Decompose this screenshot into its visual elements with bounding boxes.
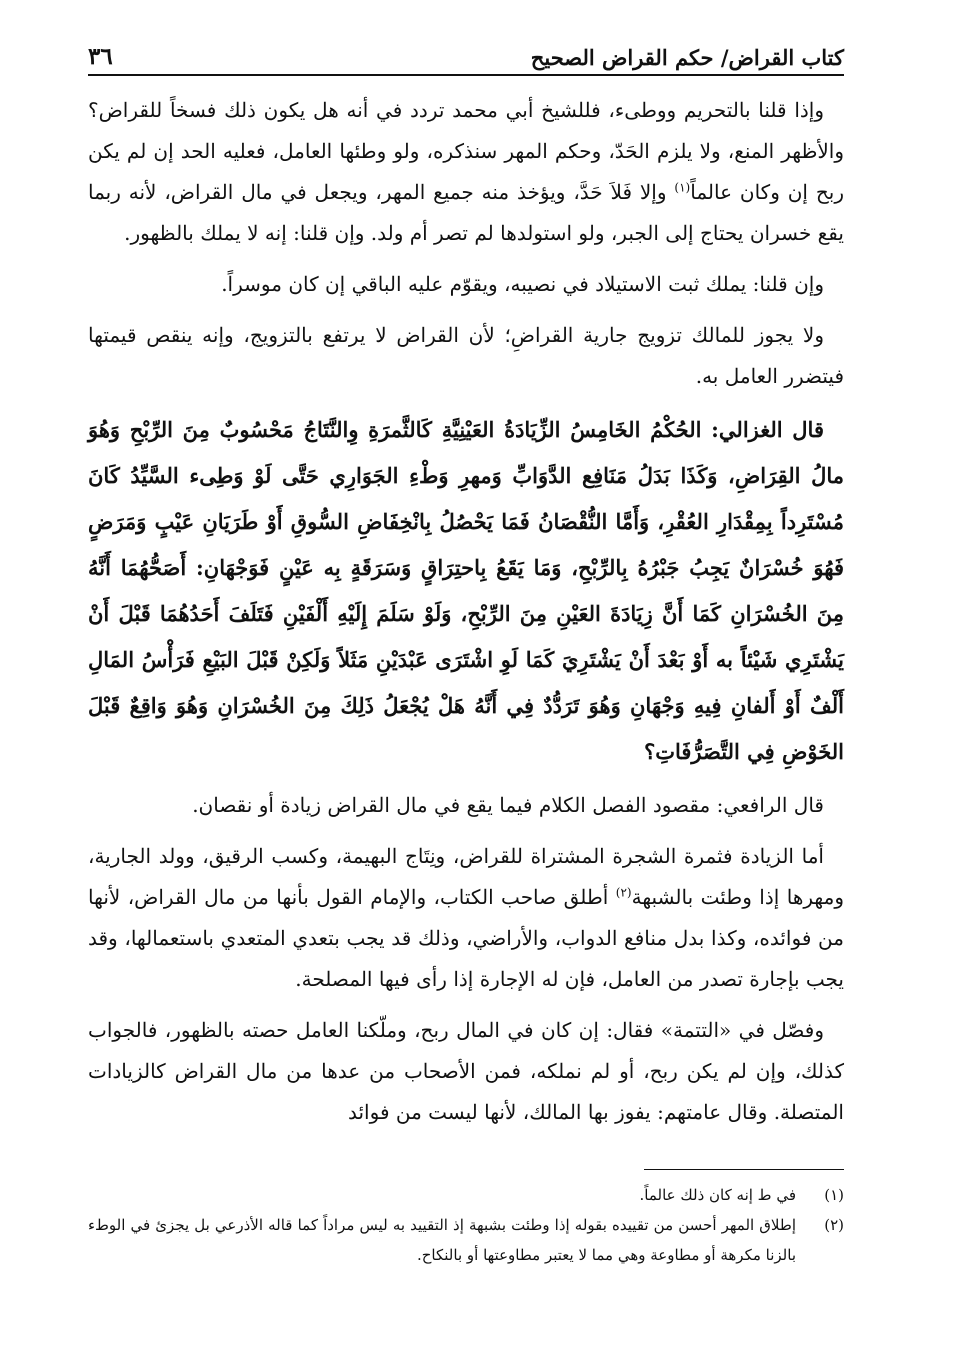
footnote-text: إطلاق المهر أحسن من تقييده بقوله إذا وطئت بشبهة إذ التقييد به ليس مراداً كما قاله الأذرعي بل يجزئ في الوطء بالزنا مكرهة أو مطاوعة وهي مما لا يعتبر مطاوعتها أو بالنكاح. — [88, 1216, 796, 1264]
footnote — [88, 1180, 844, 1210]
footnote-marker: (١) — [674, 180, 691, 195]
footnote-number: (٢) — [824, 1216, 844, 1234]
footnote-marker: (٢) — [615, 885, 632, 900]
ghazali-quote: قال الغزالي: الحُكْمُ الخَامِسُ الزِّيَادَةُ العَيْنِيَّةِ كَالثَّمرَةِ وِالنَّتَاجُ مَحْسُوبٌ مِنَ الرِّبْحِ وَهُوَ مالُ القِرَاضِ، وَكَذَا بَدَلُ مَنَافِع الدَّوَابِّ وَمهرِ وَطْءِ الجَوَارِي حَتَّى لَوْ وَطِىء السَّيِّدُ كَانَ مُسْتَرِداً بِمِقْدَارِ العُقْرِ، وَأَمَّا النُّقْصَانُ فَمَا يَحْصُلُ بِانْخِفَاضِ السُّوقِ أَوْ طَرَيَانِ عَيْبٍ وَمَرَضٍ فَهُوَ خُسْرَانٌ يَجِبُ جَبْرُهُ بِالرِّبْحِ، وَمَا يَقَعُ بِاحتِرَاقٍ وَسَرَقَةٍ بِه عَيْنٍ فَوَجْهَانِ: أَصَحُّهُمَا أَنَّهُ مِنَ الخُسْرَانِ كَمَا أَنَّ زِيَادَةَ العَيْنِ مِنَ الرِّبْحِ، وَلَوْ سَلَمَ إِلَيْهِ أَلْفَيْنِ فَتَلَفَ أَحَدُهُمَا قَبْلَ أَنْ يَشْتَرِي شَيْئاً به أَوْ بَعْدَ أَنْ يَشْتَرِيَ كَمَا لَوِ اشْتَرَى عَبْدَيْنِ مَثَلاً وَلَكِنْ قَبْلَ البَيْعِ فَرَأْسُ المَالِ أَلْفٌ أَوْ أَلفانِ فِيهِ وَجْهَانِ وَهُوَ تَرَدُّدٌ فِي أَنَّهُ هَلْ يُجْعَلُ ذَلِكَ مِنَ الخُسْرَانِ وَهُوَ وَاقِعٌ قَبْلَ الخَوْضِ فِي التَّصَرُّفَاتِ؟ — [88, 417, 844, 764]
running-title: كتاب القراض/ حكم القراض الصحيح — [530, 45, 844, 70]
paragraph-text: وإذا قلنا بالتحريم ووطىء، فللشيخ أبي محمد تردد في أنه هل يكون ذلك فسخاً للقراض؟ والأظهر المنع، ولا يلزم الحَدّ، وحكم المهر سنذكره، ولو وطئها العامل، فعليه الحد إن لم يكن ربح إن وكان عالماً — [88, 98, 844, 204]
main-text — [88, 90, 844, 1270]
footnote — [88, 1210, 844, 1270]
paragraph-text: أما الزيادة فثمرة الشجرة المشتراة للقراض، ونِتَاج البهيمة، وكسب الرقيق، وولد الجارية، ومهرها إذا وطئت بالشبهة — [88, 844, 844, 909]
paragraph: ولا يجوز للمالك تزويج جارية القراضِ؛ لأن القراض لا يرتفع بالتزويج، وإنه ينقص قيمتها فيتضرر العامل به. — [88, 323, 844, 388]
paragraph: وإن قلنا: يملك ثبت الاستيلاد في نصيبه، ويقوّم عليه الباقي إن كان موسراً. — [221, 272, 824, 296]
paragraph — [88, 90, 844, 254]
footnote-number: (١) — [824, 1186, 844, 1204]
paragraph: قال الرافعي: مقصود الفصل الكلام فيما يقع في مال القراض زيادة أو نقصان. — [192, 793, 824, 817]
footnote-separator — [644, 1169, 844, 1170]
paragraph-text: وإلا فَلاَ حَدَّ، ويؤخذ منه جميع المهر، ويجعل في مال القراض، لأنه ربما يقع خسران يحتاج إلى الجبر، ولو استولدها لم تصر أم ولد. وإن قلنا: إنه لا يملك بالظهور. — [88, 180, 844, 245]
paragraph-text: أطلق صاحب الكتاب، والإمام القول بأنها من مال القراض، لأنها من فوائده، وكذا بدل منافع الدواب، والأراضي، وذلك قد يجب بتعدي المتعدي باستعمالها، وقد يجب بإجارة تصدر من العامل، فإن له الإجارة إذا رأى فيها المصلحة. — [88, 885, 844, 991]
running-header — [88, 30, 844, 76]
paragraph — [88, 836, 844, 1000]
footnote-text: في ط إنه كان ذلك عالماً. — [639, 1186, 796, 1204]
paragraph: وفصّل في «التتمة» فقال: إن كان في المال ربح، وملّكنا العامل حصته بالظهور، فالجواب كذلك، وإن لم يكن ربح، أو لم نملكه، فمن الأصحاب من عدها من مال القراض كالزيادات المتصلة. وقال عامتهم: يفوز بها المالك، لأنها ليست من فوائد — [88, 1018, 844, 1124]
book-page — [88, 30, 844, 1330]
page-number: ٣٦ — [88, 43, 113, 70]
